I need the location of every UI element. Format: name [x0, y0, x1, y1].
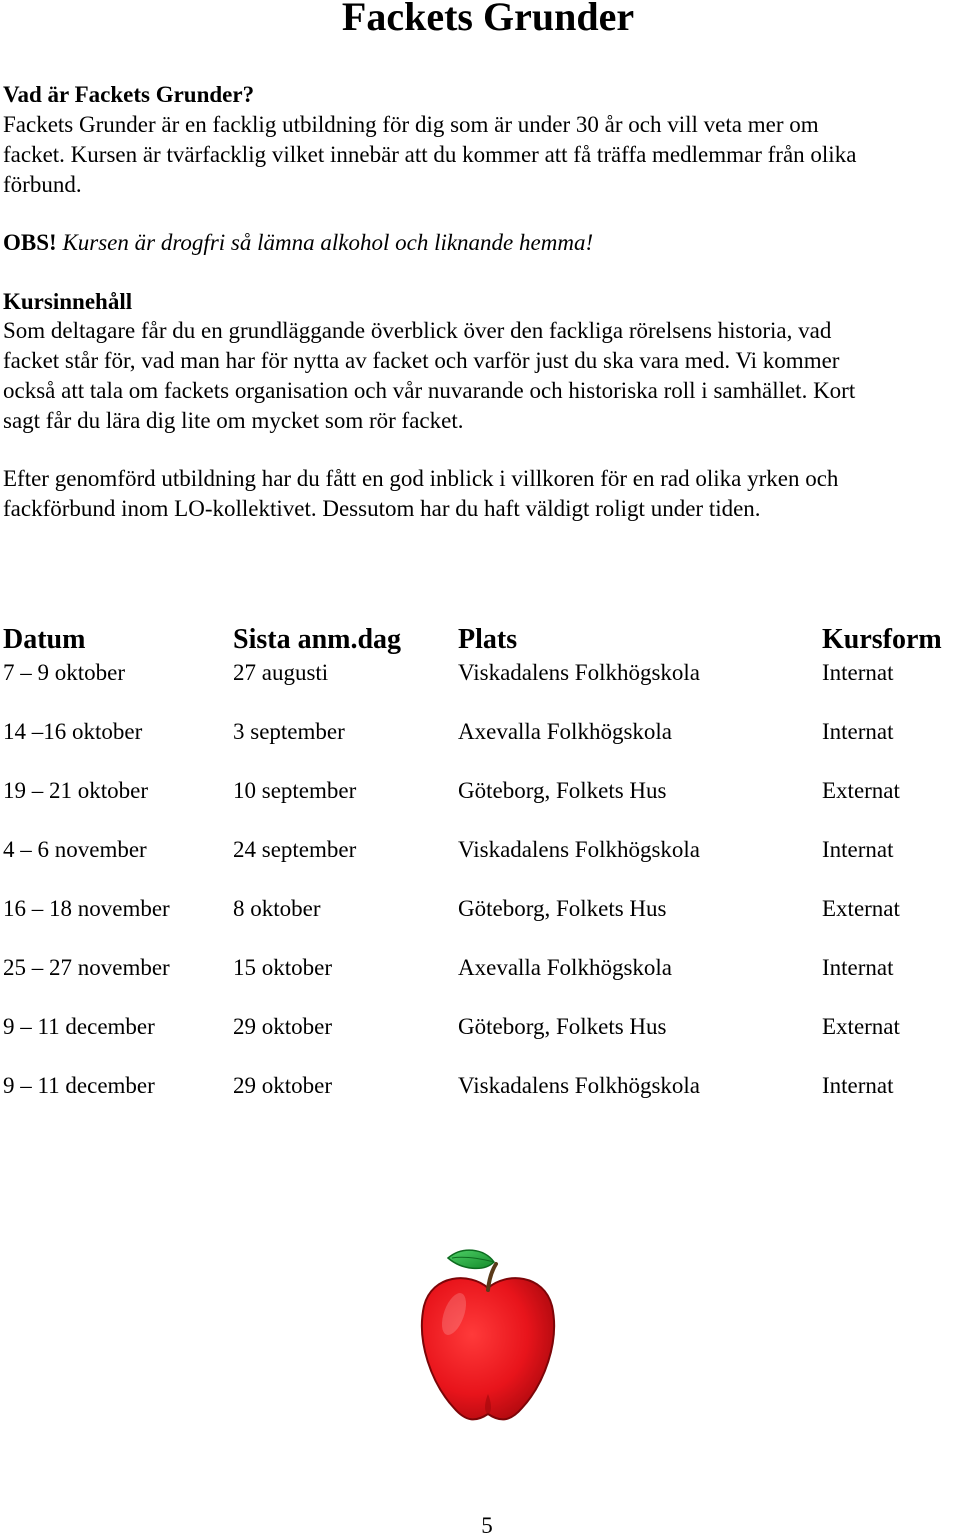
cell-deadline: 29 oktober: [233, 1014, 333, 1039]
cell-format: Externat: [822, 896, 900, 921]
content-heading: Kursinnehåll: [3, 289, 133, 314]
content-line: Som deltagare får du en grundläggande överblick över den fackliga rörelsens historia, vad: [3, 318, 832, 343]
content-line: sagt får du lära dig lite om mycket som rör facket.: [3, 408, 464, 433]
result-line: fackförbund inom LO-kollektivet. Dessutom har du haft väldigt roligt under tiden.: [3, 496, 761, 521]
cell-deadline: 27 augusti: [233, 660, 329, 685]
cell-date: 9 – 11 december: [3, 1073, 155, 1098]
cell-date: 19 – 21 oktober: [3, 778, 149, 803]
intro-heading: Vad är Fackets Grunder?: [3, 82, 255, 107]
cell-place: Göteborg, Folkets Hus: [458, 896, 667, 921]
cell-format: Internat: [822, 955, 894, 980]
apple-icon: [418, 1244, 558, 1426]
cell-date: 14 –16 oktober: [3, 719, 143, 744]
page-title: Fackets Grunder: [341, 0, 635, 39]
column-header-deadline: Sista anm.dag: [233, 624, 402, 655]
cell-date: 7 – 9 oktober: [3, 660, 126, 685]
cell-date: 25 – 27 november: [3, 955, 170, 980]
cell-deadline: 8 oktober: [233, 896, 321, 921]
cell-format: Internat: [822, 837, 894, 862]
cell-format: Internat: [822, 719, 894, 744]
intro-line: Fackets Grunder är en facklig utbildning för dig som är under 30 år och vill veta mer om: [3, 112, 819, 137]
result-line: Efter genomförd utbildning har du fått en god inblick i villkoren för en rad olika yrken och: [3, 466, 839, 491]
cell-place: Viskadalens Folkhögskola: [458, 837, 701, 862]
cell-place: Axevalla Folkhögskola: [458, 719, 672, 744]
cell-place: Göteborg, Folkets Hus: [458, 1014, 667, 1039]
content-paragraph: [3, 316, 958, 436]
cell-place: Axevalla Folkhögskola: [458, 955, 672, 980]
content-line: också att tala om fackets organisation och vår nuvarande och historiska roll i samhället. Kort: [3, 378, 856, 403]
apple-leaf: [448, 1250, 494, 1268]
obs-label: OBS!: [3, 230, 57, 255]
cell-format: Externat: [822, 778, 900, 803]
intro-line: förbund.: [3, 172, 82, 197]
result-paragraph: [3, 464, 958, 524]
page-number: 5: [481, 1513, 493, 1538]
cell-date: 16 – 18 november: [3, 896, 170, 921]
cell-deadline: 3 september: [233, 719, 345, 744]
cell-deadline: 24 september: [233, 837, 357, 862]
intro-line: facket. Kursen är tvärfacklig vilket innebär att du kommer att få träffa medlemmar från olika: [3, 142, 857, 167]
cell-place: Viskadalens Folkhögskola: [458, 1073, 701, 1098]
cell-place: Göteborg, Folkets Hus: [458, 778, 667, 803]
cell-date: 9 – 11 december: [3, 1014, 155, 1039]
column-header-date: Datum: [3, 624, 86, 655]
column-header-place: Plats: [458, 624, 518, 655]
content-line: facket står för, vad man har för nytta av facket och varför just du ska vara med. Vi kommer: [3, 348, 840, 373]
cell-deadline: 15 oktober: [233, 955, 333, 980]
cell-date: 4 – 6 november: [3, 837, 147, 862]
obs-notice: [3, 228, 593, 258]
cell-format: Externat: [822, 1014, 900, 1039]
column-header-format: Kursform: [822, 624, 942, 655]
cell-format: Internat: [822, 660, 894, 685]
cell-format: Internat: [822, 1073, 894, 1098]
cell-deadline: 10 september: [233, 778, 357, 803]
cell-deadline: 29 oktober: [233, 1073, 333, 1098]
intro-paragraph: [3, 110, 958, 200]
cell-place: Viskadalens Folkhögskola: [458, 660, 701, 685]
obs-text: Kursen är drogfri så lämna alkohol och liknande hemma!: [56, 230, 594, 255]
